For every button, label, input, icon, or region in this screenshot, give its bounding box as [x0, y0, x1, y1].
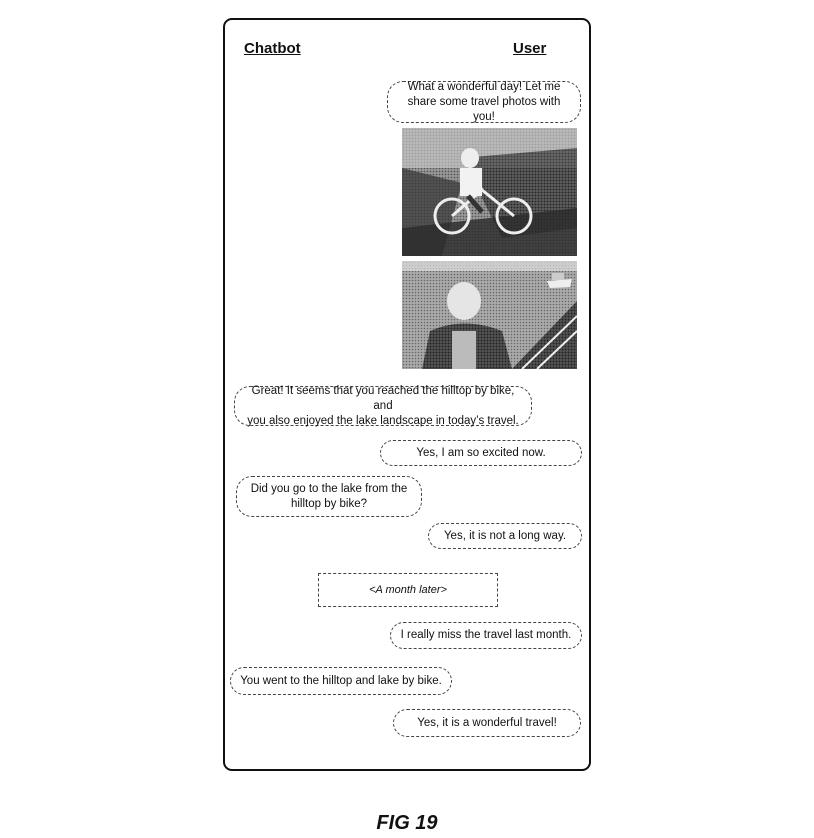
user-header: User — [513, 40, 547, 57]
user-message-bubble: I really miss the travel last month. — [390, 622, 582, 649]
hilltop-bike-photo — [402, 128, 577, 256]
figure-caption: FIG 19 — [376, 812, 438, 834]
time-skip-note: <A month later> — [318, 573, 498, 607]
chatbot-message-bubble: Did you go to the lake from the hilltop by bike? — [236, 476, 422, 517]
user-message-bubble: What a wonderful day! Let me share some travel photos with you! — [387, 81, 581, 123]
chatbot-header: Chatbot — [244, 40, 301, 57]
user-message-bubble: Yes, it is a wonderful travel! — [393, 709, 581, 737]
user-message-bubble: Yes, it is not a long way. — [428, 523, 582, 549]
lake-landscape-photo — [402, 261, 577, 369]
chatbot-message-bubble: You went to the hilltop and lake by bike. — [230, 667, 452, 695]
user-message-bubble: Yes, I am so excited now. — [380, 440, 582, 466]
chatbot-message-bubble: Great! It seems that you reached the hilltop by bike, and you also enjoyed the lake landscape in today’s travel. — [234, 386, 532, 426]
